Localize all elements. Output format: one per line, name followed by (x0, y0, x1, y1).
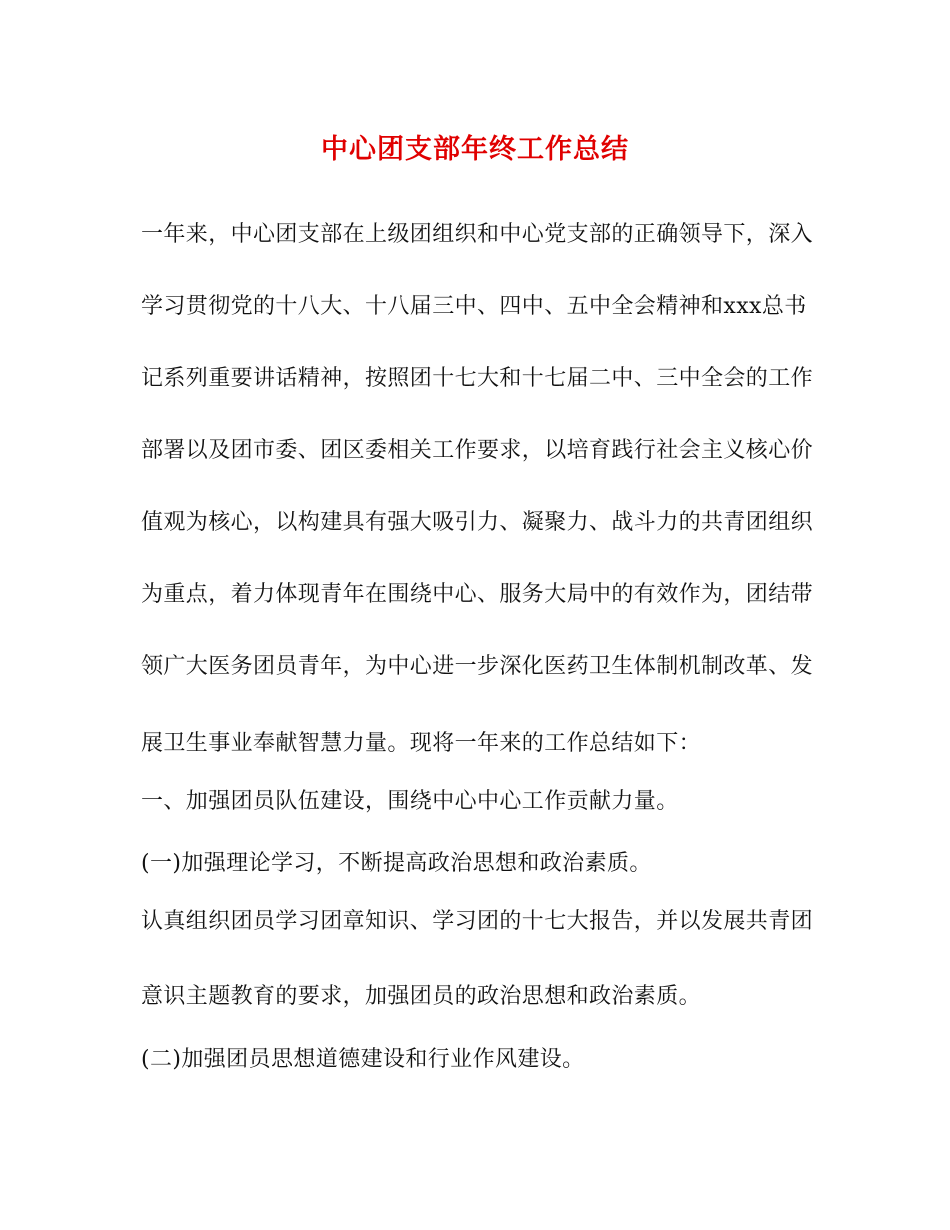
paragraph-line-10: 意识主题教育的要求，加强团员的政治思想和政治素质。 (141, 984, 702, 1009)
subsection-heading-2: (二)加强团员思想道德建设和行业作风建设。 (141, 1047, 585, 1072)
paragraph-line-1: 一年来，中心团支部在上级团组织和中心党支部的正确领导下，深入 (141, 222, 814, 247)
paragraph-line-3: 记系列重要讲话精神，按照团十七大和十七届二中、三中全会的工作 (141, 366, 814, 391)
paragraph-line-7: 领广大医务团员青年，为中心进一步深化医药卫生体制机制改革、发 (141, 654, 814, 679)
section-heading-1: 一、加强团员队伍建设，围绕中心中心工作贡献力量。 (141, 789, 679, 814)
paragraph-line-9: 认真组织团员学习团章知识、学习团的十七大报告，并以发展共青团 (141, 909, 814, 934)
paragraph-line-5: 值观为核心，以构建具有强大吸引力、凝聚力、战斗力的共青团组织 (141, 510, 814, 535)
paragraph-line-4: 部署以及团市委、团区委相关工作要求，以培育践行社会主义核心价 (141, 438, 814, 463)
paragraph-line-6: 为重点，着力体现青年在围绕中心、服务大局中的有效作为，团结带 (141, 582, 814, 607)
paragraph-line-8: 展卫生事业奉献智慧力量。现将一年来的工作总结如下： (141, 731, 702, 756)
paragraph-line-2: 学习贯彻党的十八大、十八届三中、四中、五中全会精神和xxx总书 (141, 294, 807, 319)
document-title: 中心团支部年终工作总结 (321, 134, 629, 165)
subsection-heading-1: (一)加强理论学习，不断提高政治思想和政治素质。 (141, 851, 652, 876)
